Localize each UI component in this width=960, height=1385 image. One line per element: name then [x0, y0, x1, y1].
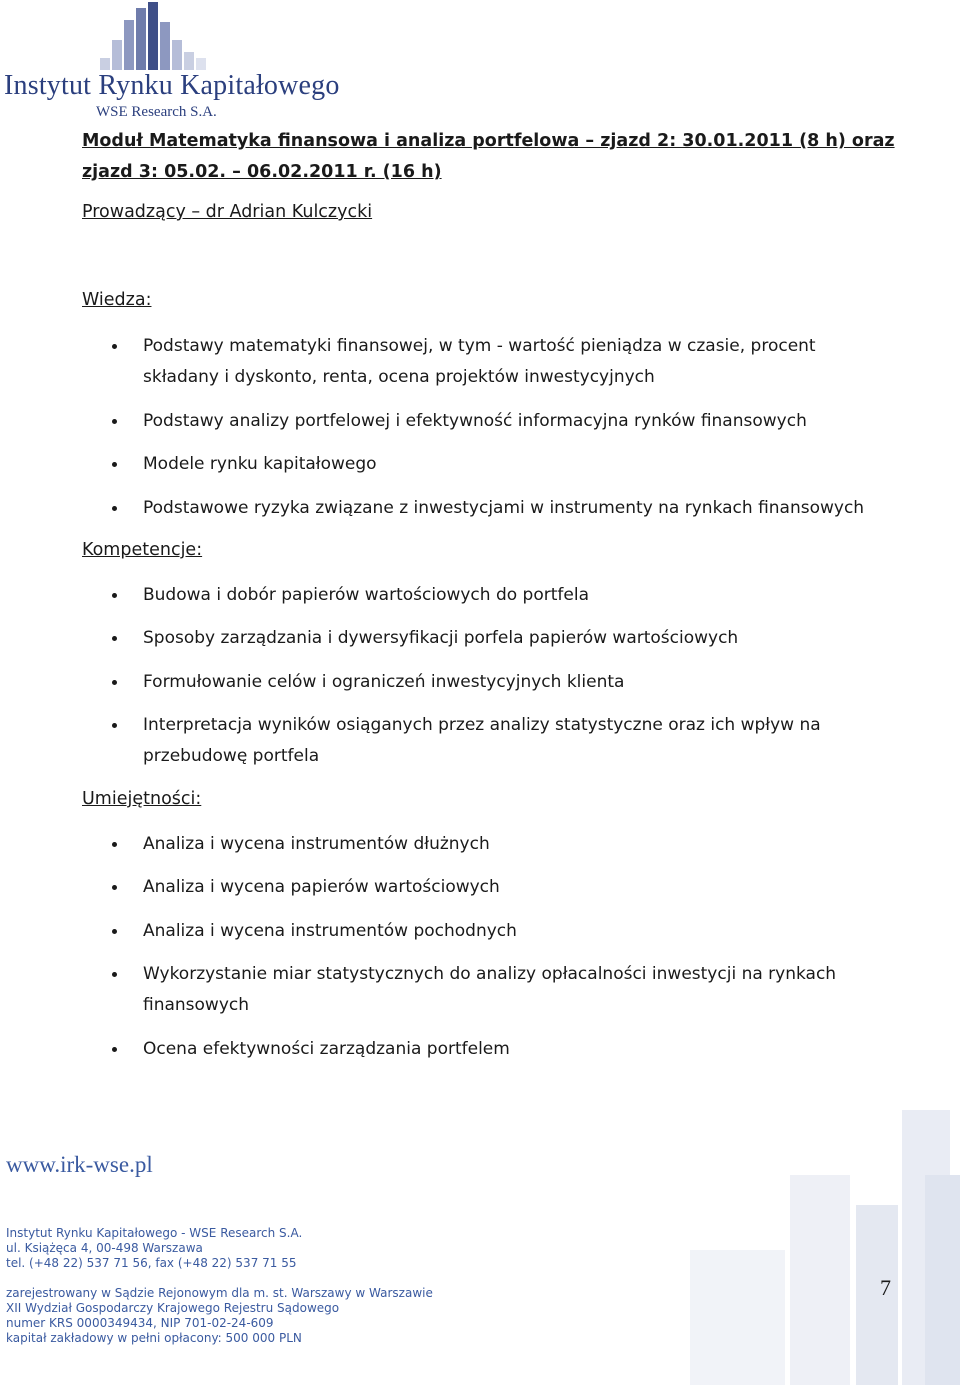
contact-line: Instytut Rynku Kapitałowego - WSE Research S.A.: [6, 1226, 303, 1240]
registration-line: kapitał zakładowy w pełni opłacony: 500 000 PLN: [6, 1331, 302, 1345]
list-item: Analiza i wycena instrumentów dłużnych: [143, 829, 883, 860]
section-label-skills: Umiejętności:: [82, 789, 202, 809]
registration-block: [6, 1286, 433, 1346]
heading-line-2: zjazd 3: 05.02. – 06.02.2011 r. (16 h): [82, 162, 442, 182]
registration-line: numer KRS 0000349434, NIP 701-02-24-609: [6, 1316, 274, 1330]
company-logo: [0, 0, 340, 122]
logo-bars-icon: [0, 0, 300, 70]
list-item: Podstawowe ryzyka związane z inwestycjami w instrumenty na rynkach finansowych: [143, 493, 883, 524]
list-item: Wykorzystanie miar statystycznych do analizy opłacalności inwestycji na rynkach finansowych: [143, 959, 863, 1021]
contact-line: tel. (+48 22) 537 71 56, fax (+48 22) 537 71 55: [6, 1256, 297, 1270]
list-item: Formułowanie celów i ograniczeń inwestycyjnych klienta: [143, 667, 883, 698]
website-link[interactable]: www.irk-wse.pl: [6, 1152, 153, 1177]
list-item: Podstawy analizy portfelowej i efektywność informacyjna rynków finansowych: [143, 406, 883, 437]
contact-line: ul. Książęca 4, 00-498 Warszawa: [6, 1241, 203, 1255]
list-item: Sposoby zarządzania i dywersyfikacji porfela papierów wartościowych: [143, 623, 883, 654]
footer-decoration-bars: [680, 1105, 960, 1385]
list-item: Modele rynku kapitałowego: [143, 449, 883, 480]
page-number: 7: [880, 1275, 891, 1300]
contact-block: [6, 1226, 302, 1271]
section-label-knowledge: Wiedza:: [82, 290, 152, 310]
list-item: Interpretacja wyników osiąganych przez analizy statystyczne oraz ich wpływ na przebudowę portfela: [143, 710, 823, 772]
list-item: Podstawy matematyki finansowej, w tym - wartość pieniądza w czasie, procent składany i dyskonto, renta, ocena projektów inwestycyjnych: [143, 331, 883, 393]
registration-line: XII Wydział Gospodarczy Krajowego Rejestru Sądowego: [6, 1301, 340, 1315]
module-heading: [82, 126, 922, 188]
list-item: Analiza i wycena papierów wartościowych: [143, 872, 883, 903]
section-label-competences: Kompetencje:: [82, 540, 203, 560]
list-item: Ocena efektywności zarządzania portfelem: [143, 1034, 883, 1065]
logo-subtitle: WSE Research S.A.: [96, 104, 217, 120]
list-item: Budowa i dobór papierów wartościowych do portfela: [143, 580, 883, 611]
logo-name: Instytut Rynku Kapitałowego: [4, 70, 340, 101]
registration-line: zarejestrowany w Sądzie Rejonowym dla m. st. Warszawy w Warszawie: [6, 1286, 433, 1300]
heading-line-1: Moduł Matematyka finansowa i analiza portfelowa – zjazd 2: 30.01.2011 (8 h) oraz: [82, 131, 895, 151]
lecturer: Prowadzący – dr Adrian Kulczycki: [82, 202, 373, 222]
list-item: Analiza i wycena instrumentów pochodnych: [143, 916, 883, 947]
